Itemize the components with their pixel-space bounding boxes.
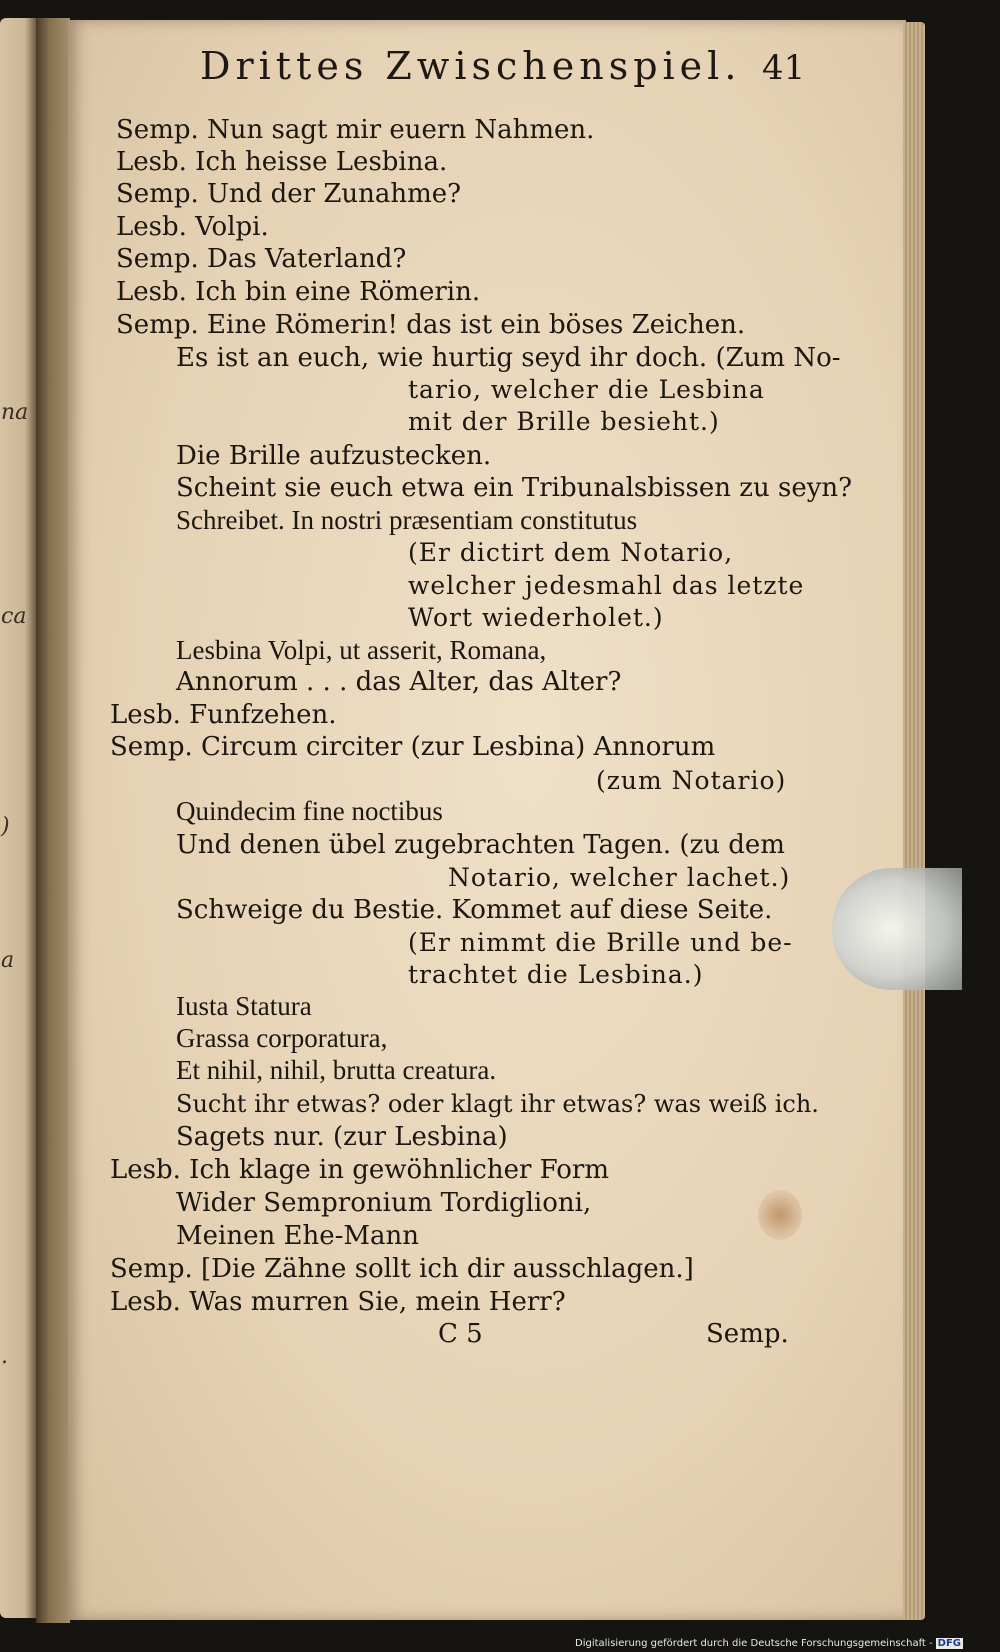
page-holder-clip: [832, 868, 962, 990]
latin-line: Quindecim fine noctibus: [176, 796, 443, 826]
stage-direction: Wort wiederholet.): [408, 603, 664, 632]
prev-page-glyph: ca: [1, 604, 27, 629]
text-line: Lesb. Funfzehen.: [110, 700, 337, 730]
stage-direction: trachtet die Lesbina.): [408, 960, 704, 989]
text-line: Annorum . . . das Alter, das Alter?: [176, 667, 622, 697]
previous-page-edge: [0, 18, 36, 1618]
text-line: Meinen Ehe-Mann: [176, 1221, 419, 1251]
text-line: Semp. Nun sagt mir euern Nahmen.: [116, 115, 595, 145]
stage-direction: tario, welcher die Lesbina: [408, 375, 765, 404]
page-stack-edge: [903, 22, 925, 1620]
text-line: Scheint sie euch etwa ein Tribunalsbissen zu seyn?: [176, 473, 853, 503]
latin-line: Iusta Statura: [176, 991, 312, 1021]
text-line: Sagets nur. (zur Lesbina): [176, 1122, 508, 1152]
stage-direction: mit der Brille besieht.): [408, 407, 720, 436]
prev-page-glyph: a: [1, 948, 15, 973]
text-line: Lesb. Volpi.: [116, 212, 269, 242]
digitization-credit: [575, 1638, 963, 1649]
stage-direction: welcher jedesmahl das letzte: [408, 571, 805, 600]
text-line: Sucht ihr etwas? oder klagt ihr etwas? was weiß ich.: [176, 1090, 819, 1118]
stage-direction: (zum Notario): [596, 766, 787, 795]
text-line: Semp. Und der Zunahme?: [116, 179, 462, 209]
prev-page-glyph: .: [1, 1344, 8, 1369]
page-title: Drittes Zwischenspiel.: [200, 44, 742, 88]
text-line: Und denen übel zugebrachten Tagen. (zu dem: [176, 830, 785, 860]
stage-direction: (Er nimmt die Brille und be-: [408, 928, 793, 957]
stage-direction: Notario, welcher lachet.): [448, 863, 791, 892]
digitization-credit-text: Digitalisierung gefördert durch die Deutsche Forschungsgemeinschaft -: [575, 1638, 933, 1649]
dfg-logo: DFG: [937, 1638, 961, 1649]
text-line: Lesb. Ich bin eine Römerin.: [116, 277, 481, 307]
latin-line: Schreibet. In nostri præsentiam constitutus: [176, 505, 638, 535]
running-head: [200, 44, 806, 94]
prev-page-glyph: ): [1, 814, 10, 839]
text-line: Schweige du Bestie. Kommet auf diese Seite.: [176, 895, 773, 925]
stage-direction: (Er dictirt dem Notario,: [408, 538, 734, 567]
text-line: Semp. Circum circiter (zur Lesbina) Annorum: [110, 732, 716, 762]
catchword: Semp.: [706, 1319, 789, 1349]
text-line: Lesb. Was murren Sie, mein Herr?: [110, 1287, 566, 1317]
text-line: Die Brille aufzustecken.: [176, 441, 492, 471]
page-number: 41: [762, 48, 806, 88]
text-line: Es ist an euch, wie hurtig seyd ihr doch. (Zum No-: [176, 343, 841, 373]
text-line: Lesb. Ich klage in gewöhnlicher Form: [110, 1155, 610, 1185]
text-line: Semp. Das Vaterland?: [116, 244, 407, 274]
text-line: Wider Sempronium Tordiglioni,: [176, 1188, 592, 1218]
text-line: Semp. [Die Zähne sollt ich dir ausschlagen.]: [110, 1254, 694, 1284]
signature-mark: C 5: [438, 1319, 483, 1349]
book-binding: [36, 18, 70, 1623]
latin-line: Et nihil, nihil, brutta creatura.: [176, 1055, 497, 1085]
prev-page-glyph: na: [1, 400, 29, 425]
latin-line: Grassa corporatura,: [176, 1023, 388, 1053]
paper-stain: [758, 1190, 802, 1240]
latin-line: Lesbina Volpi, ut asserit, Romana,: [176, 635, 547, 665]
text-line: Lesb. Ich heisse Lesbina.: [116, 147, 448, 177]
text-line: Semp. Eine Römerin! das ist ein böses Zeichen.: [116, 310, 746, 340]
